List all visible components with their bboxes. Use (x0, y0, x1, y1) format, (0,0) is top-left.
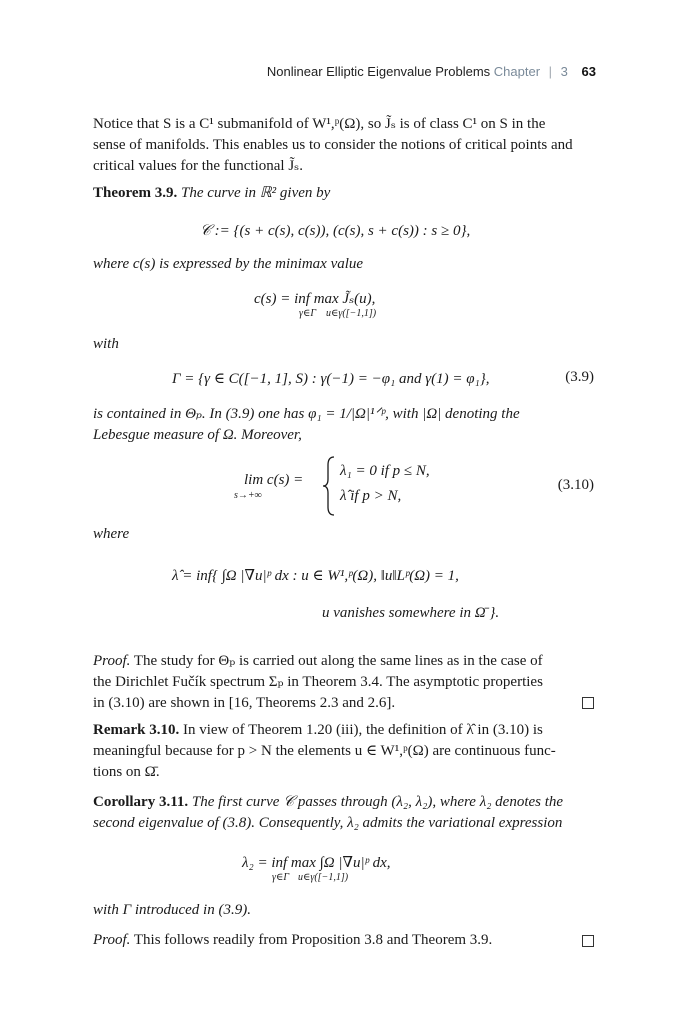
corollary-with-line: with Γ introduced in (3.9). (93, 902, 251, 918)
limit-lhs: lim c(s) = (244, 472, 304, 488)
lambda-hat-line-1: λ̂ = inf{ ∫Ω |∇u|ᵖ dx : u ∈ W¹,ᵖ(Ω), ‖u‖Lᵖ(Ω) = 1, (172, 568, 459, 584)
limit-case-2: λ̂ if p > N, (340, 488, 402, 504)
corollary-line-2: second eigenvalue of (3.8). Consequently, λ₂ admits the variational expression (93, 815, 563, 831)
where-text: where c(s) is expressed by the minimax value (93, 256, 364, 272)
book-title: Nonlinear Elliptic Eigenvalue Problems (266, 64, 491, 79)
minimax-equation (254, 289, 375, 308)
gamma-equation: Γ = {γ ∈ C([−1, 1], S) : γ(−1) = −φ₁ and γ(1) = φ₁}, (172, 371, 490, 387)
proof-3-9 (93, 651, 596, 714)
equation-number-3-10: (3.10) (557, 477, 594, 493)
where-text-2: where (93, 526, 130, 542)
remark-3-10 (93, 720, 596, 783)
lambda2-sub-inf: γ∈Γ (272, 872, 290, 883)
chapter-number: 3 (560, 64, 568, 79)
intro-paragraph (93, 114, 596, 177)
limit-case-1: λ₁ = 0 if p ≤ N, (340, 463, 430, 479)
minimax-expression: c(s) = inf max J̃ₛ(u), (254, 291, 376, 307)
remark-line-1: In view of Theorem 1.20 (iii), the definition of λ̂ in (3.10) is (183, 722, 543, 738)
remark-line-3: tions on Ω̄. (93, 764, 160, 780)
qed-box-2 (582, 934, 594, 952)
equation-number-3-9: (3.9) (565, 369, 594, 385)
proof-label: Proof. (93, 653, 131, 669)
running-header (267, 64, 596, 79)
remark-label: Remark 3.10. (93, 722, 180, 738)
intro-line-1: Notice that S is a C¹ submanifold of W¹,ᵖ(Ω), so J̃ₛ is of class C¹ on S in the (93, 116, 546, 132)
minimax-sub-max: u∈γ([−1,1]) (326, 308, 377, 319)
corollary-3-11 (93, 792, 596, 834)
proof-3-11-line-1: This follows readily from Proposition 3.8 and Theorem 3.9. (133, 932, 493, 948)
minimax-sub-inf: γ∈Γ (299, 308, 317, 319)
with-text: with (93, 336, 119, 352)
chapter-label: Chapter (493, 64, 541, 79)
theorem-label: Theorem 3.9. (93, 185, 178, 201)
proof-line-1: The study for Θₚ is carried out along the same lines as in the case of (133, 653, 543, 669)
proof-line-2: the Dirichlet Fučík spectrum Σₚ in Theorem 3.4. The asymptotic properties (93, 674, 543, 690)
corollary-line-1: The first curve 𝒞 passes through (λ₂, λ₂), where λ₂ denotes the (191, 794, 564, 810)
lambda-hat-line-2: u vanishes somewhere in Ω̄ }. (322, 605, 500, 621)
lambda2-equation: λ₂ = inf max ∫Ω |∇u|ᵖ dx, (242, 855, 391, 871)
contained-line-2: Lebesgue measure of Ω. Moreover, (93, 427, 302, 443)
theorem-statement: The curve in ℝ² given by (181, 185, 331, 201)
qed-box (582, 696, 594, 714)
contained-paragraph (93, 404, 596, 446)
proof-line-3: in (3.10) are shown in [16, Theorems 2.3 and 2.6]. (93, 695, 396, 711)
remark-line-2: meaningful because for p > N the elements u ∈ W¹,ᵖ(Ω) are continuous func- (93, 743, 556, 759)
curve-equation: 𝒞 := {(s + c(s), c(s)), (c(s), s + c(s)) : s ≥ 0}, (200, 223, 471, 239)
proof-3-11 (93, 930, 596, 951)
corollary-label: Corollary 3.11. (93, 794, 189, 810)
intro-line-2: sense of manifolds. This enables us to consider the notions of critical points and (93, 137, 573, 153)
theorem-3-9-heading (93, 183, 596, 204)
intro-line-3: critical values for the functional J̃ₛ. (93, 158, 303, 174)
page-number: 63 (581, 64, 596, 79)
limit-sub: s→+∞ (234, 490, 262, 501)
lambda2-sub-max: u∈γ([−1,1]) (298, 872, 349, 883)
contained-line-1: is contained in Θₚ. In (3.9) one has φ₁ = 1/|Ω|¹ᐟᵖ, with |Ω| denoting the (93, 406, 520, 422)
left-brace (322, 455, 336, 517)
proof-label-2: Proof. (93, 932, 131, 948)
header-separator: | (548, 64, 553, 79)
